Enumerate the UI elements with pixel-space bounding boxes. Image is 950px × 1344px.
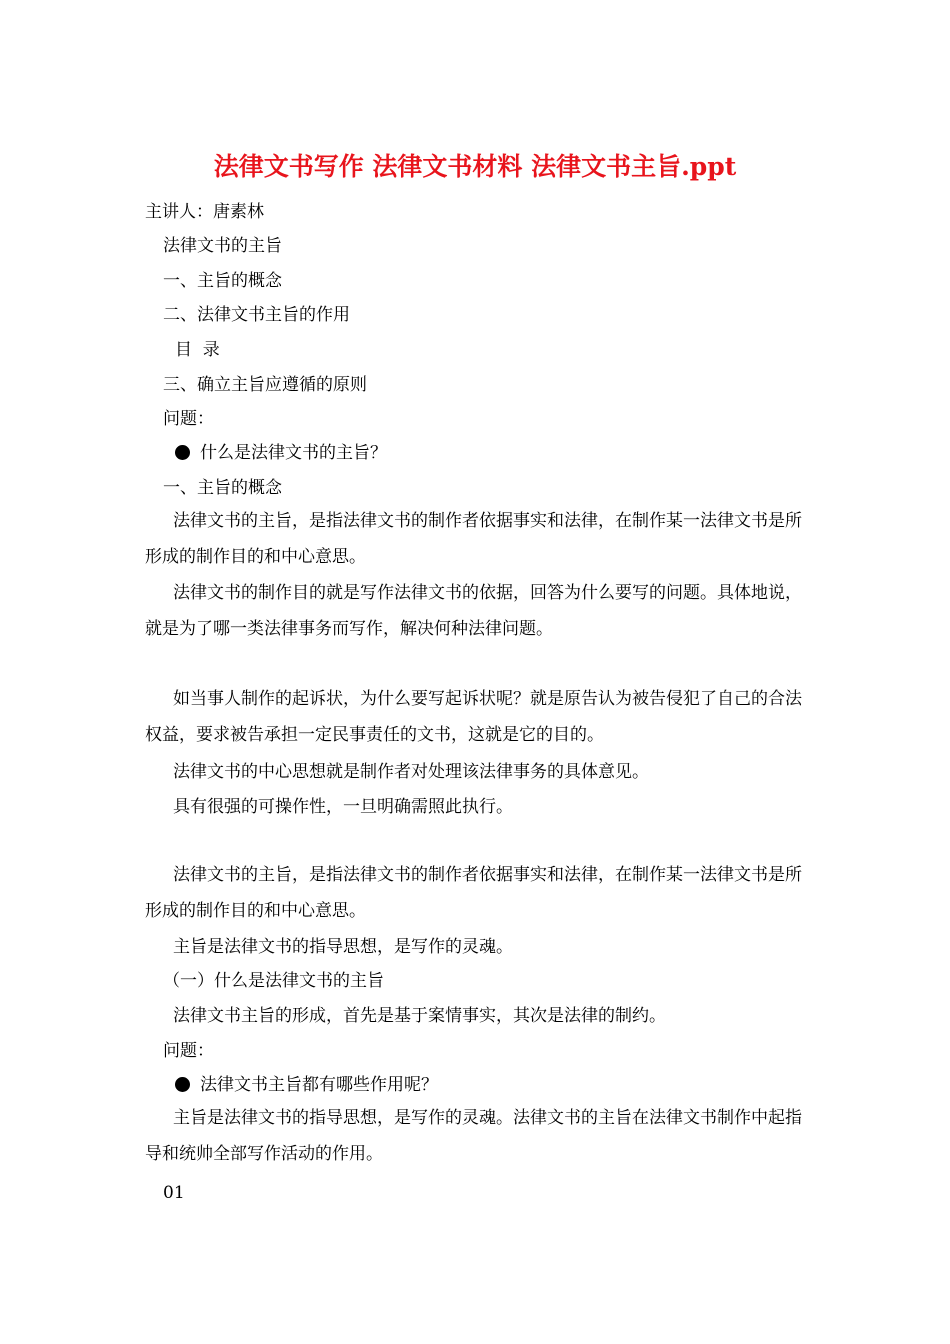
paragraph: 法律文书的主旨，是指法律文书的制作者依据事实和法律，在制作某一法律文书是所形成的制作目的和中心意思。 xyxy=(145,511,802,567)
paragraph: 主旨是法律文书的指导思想，是写作的灵魂。法律文书的主旨在法律文书制作中起指导和统帅全部写作活动的作用。 xyxy=(145,1108,802,1164)
text-line: 二、法律文书主旨的作用 xyxy=(163,305,350,325)
text-line: 主旨是法律文书的指导思想，是写作的灵魂。 xyxy=(173,937,513,957)
section-heading: （一）什么是法律文书的主旨 xyxy=(163,971,384,991)
paragraph: 法律文书的主旨，是指法律文书的制作者依据事实和法律，在制作某一法律文书是所形成的制作目的和中心意思。 xyxy=(145,865,802,921)
text-line: 三、确立主旨应遵循的原则 xyxy=(163,375,367,395)
paragraph: 法律文书的制作目的就是写作法律文书的依据，回答为什么要写的问题。具体地说，就是为了哪一类法律事务而写作，解决何种法律问题。 xyxy=(145,583,802,639)
bullet-item xyxy=(175,443,387,463)
text-line: 法律文书的主旨 xyxy=(163,236,282,256)
document-title: 法律文书写作 法律文书材料 法律文书主旨.ppt xyxy=(213,152,737,181)
text-line: 法律文书主旨的形成，首先是基于案情事实，其次是法律的制约。 xyxy=(173,1006,666,1026)
text-line: 一、主旨的概念 xyxy=(163,271,282,291)
page-number: 01 xyxy=(163,1183,185,1203)
text-line: 问题： xyxy=(163,1041,214,1061)
bullet-text: 什么是法律文书的主旨？ xyxy=(200,443,387,463)
section-heading: 一、主旨的概念 xyxy=(163,478,282,498)
text-line: 法律文书的中心思想就是制作者对处理该法律事务的具体意见。 xyxy=(173,762,649,782)
bullet-item xyxy=(175,1075,438,1095)
text-line: 目 录 xyxy=(175,340,220,360)
text-line: 具有很强的可操作性，一旦明确需照此执行。 xyxy=(173,797,513,817)
bullet-dot-icon xyxy=(175,1077,190,1092)
paragraph: 如当事人制作的起诉状，为什么要写起诉状呢？就是原告认为被告侵犯了自己的合法权益，要求被告承担一定民事责任的文书，这就是它的目的。 xyxy=(145,689,802,745)
bullet-text: 法律文书主旨都有哪些作用呢？ xyxy=(200,1075,438,1095)
bullet-dot-icon xyxy=(175,445,190,460)
speaker-line: 主讲人：唐素林 xyxy=(145,202,264,222)
text-line: 问题： xyxy=(163,409,214,429)
